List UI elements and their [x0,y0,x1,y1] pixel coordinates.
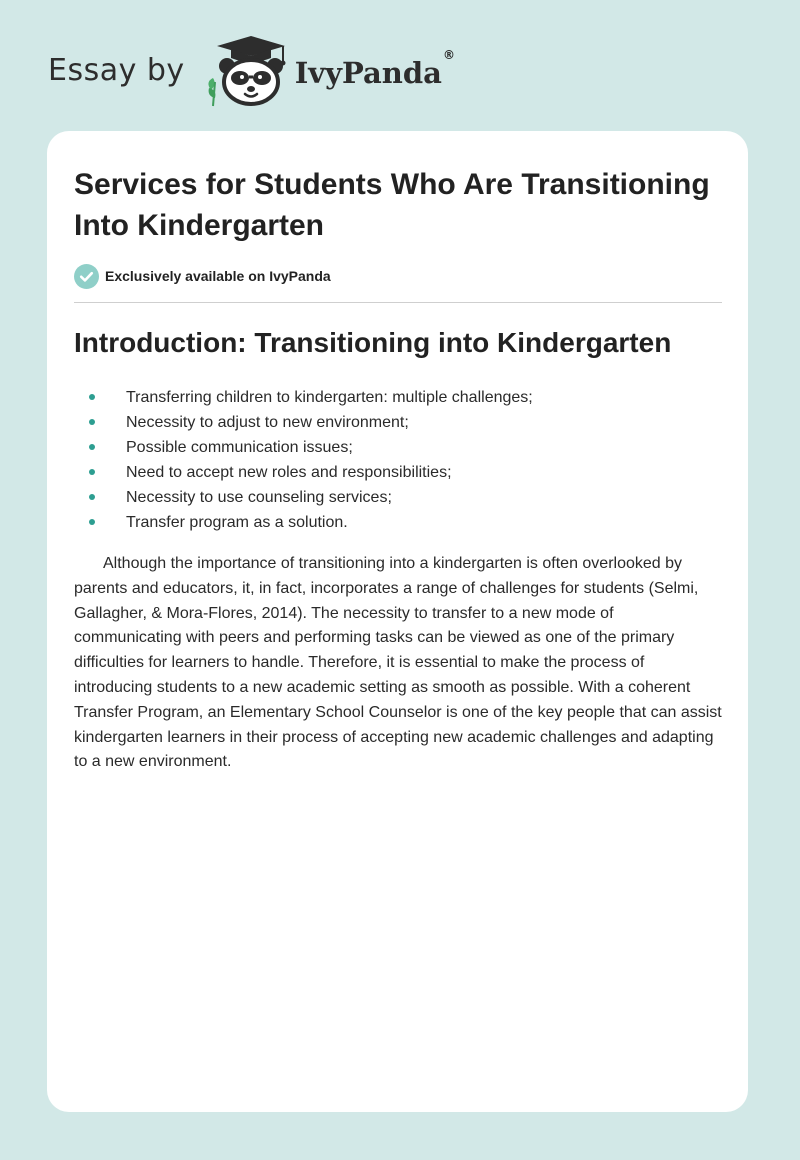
list-item-text: Necessity to adjust to new environment; [126,414,409,431]
bullet-dot [89,519,95,525]
list-item-text: Necessity to use counseling services; [126,489,392,506]
bullet-dot [89,394,95,400]
list-item [74,435,714,460]
page-title: Services for Students Who Are Transitioning Into Kindergarten [74,168,710,242]
section-heading: Introduction: Transitioning into Kindergarten [74,327,672,358]
badge-label: Exclusively available on IvyPanda [105,268,331,284]
bullet-dot [89,469,95,475]
list-item [74,485,714,510]
brand-name: IvyPanda® [294,48,455,90]
check-circle-icon [74,264,99,289]
list-item-text: Transferring children to kindergarten: multiple challenges; [126,389,533,406]
divider [74,302,722,303]
list-item [74,410,714,435]
panda-graduate-logo-icon [201,36,293,108]
bullet-dot [89,444,95,450]
list-item-text: Need to accept new roles and responsibilities; [126,464,452,481]
list-item [74,510,714,535]
brand-prefix: Essay by [48,52,185,88]
bullet-dot [89,419,95,425]
site-brand[interactable] [48,36,455,108]
list-item-text: Transfer program as a solution. [126,514,348,531]
bullet-dot [89,494,95,500]
registered-mark: ® [442,48,455,62]
list-item [74,460,714,485]
list-item [74,385,714,410]
bullet-list [74,385,714,535]
list-item-text: Possible communication issues; [126,439,353,456]
exclusive-badge [74,262,331,290]
body-paragraph: Although the importance of transitioning into a kindergarten is often overlooked by parents and educators, it, in fact, incorporates a range of challenges for students (Selmi, Gallagher, & Mora-Flores, 2014). The necessity to transfer to a new mode of communicating with peers and performing tasks can be viewed as one of the primary difficulties for learners to handle. Therefore, it is essential to make the process of introducing students to a new academic setting as smooth as possible. With a coherent Transfer Program, an Elementary School Counselor is one of the key people that can assist kindergarten learners in their process of accepting new academic challenges and adapting to a new environment. [74,555,722,771]
essay-card [47,131,748,1112]
